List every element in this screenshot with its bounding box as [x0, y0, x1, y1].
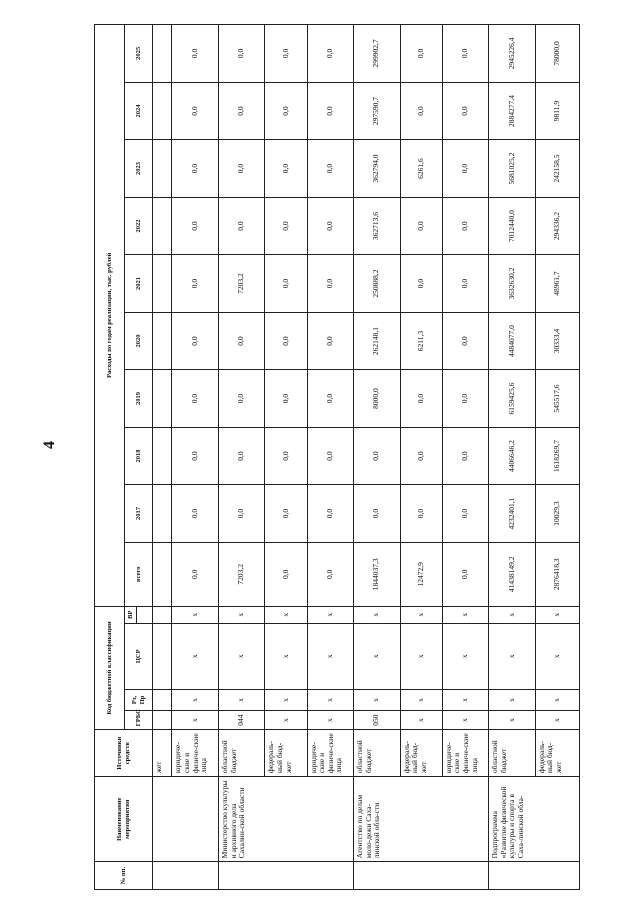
year-value-cell: 0,0 [265, 82, 307, 140]
vr-cell: x [265, 606, 307, 623]
year-value-cell: 0,0 [218, 140, 264, 198]
rzpr-cell: x [354, 689, 400, 710]
measure-name-cell [153, 777, 218, 862]
vr-cell: x [172, 606, 218, 623]
header-rzpr: Рз, Пр [125, 689, 153, 710]
year-value-cell: 4484077,0 [489, 312, 535, 370]
year-value-cell: 0,0 [307, 140, 353, 198]
funding-source-cell: областной бюджет [354, 730, 400, 777]
total-cell: 12472,9 [400, 542, 442, 606]
year-value-cell [153, 82, 172, 140]
year-value-cell: 1618269,7 [535, 427, 579, 485]
year-value-cell: 0,0 [172, 370, 218, 428]
year-value-cell: 0,0 [265, 370, 307, 428]
year-value-cell: 0,0 [442, 25, 488, 83]
header-csr: ЦСР [125, 623, 153, 689]
rotated-table-wrapper [94, 24, 580, 890]
table-row [218, 25, 264, 890]
rzpr-cell: x [172, 689, 218, 710]
header-vr-blank [137, 606, 153, 623]
table-row [400, 25, 442, 890]
year-value-cell: 0,0 [218, 312, 264, 370]
year-value-cell [153, 140, 172, 198]
csr-cell: x [354, 623, 400, 689]
year-value-cell: 0,0 [400, 82, 442, 140]
year-value-cell: 0,0 [307, 427, 353, 485]
total-cell: 41438149,2 [489, 542, 535, 606]
year-value-cell: 0,0 [265, 427, 307, 485]
grbs-cell: x [400, 711, 442, 730]
csr-cell [153, 623, 172, 689]
table-header [95, 25, 153, 890]
header-year: 2021 [125, 255, 153, 313]
rzpr-cell: x [400, 689, 442, 710]
year-value-cell: 3632630,2 [489, 255, 535, 313]
total-cell: 7203,2 [218, 542, 264, 606]
funding-source-cell: федераль-ный бюд-жет [400, 730, 442, 777]
csr-cell: x [265, 623, 307, 689]
funding-source-cell: жет [153, 730, 172, 777]
table-body [153, 25, 580, 890]
year-value-cell: 0,0 [218, 82, 264, 140]
year-value-cell: 0,0 [442, 370, 488, 428]
funding-source-cell: областной бюджет [489, 730, 535, 777]
csr-cell: x [218, 623, 264, 689]
year-value-cell: 7012440,0 [489, 197, 535, 255]
year-value-cell: 0,0 [172, 197, 218, 255]
header-budget-code: Код бюджетной классификации [95, 606, 125, 730]
year-value-cell: 0,0 [442, 197, 488, 255]
header-total: всего [125, 542, 153, 606]
year-value-cell: 2945226,4 [489, 25, 535, 83]
year-value-cell: 0,0 [307, 197, 353, 255]
year-value-cell: 362794,0 [354, 140, 400, 198]
year-value-cell: 6261,6 [400, 140, 442, 198]
row-number-cell [489, 862, 580, 890]
rzpr-cell: x [307, 689, 353, 710]
year-value-cell: 0,0 [265, 140, 307, 198]
year-value-cell: 362713,6 [354, 197, 400, 255]
row-number-cell [153, 862, 218, 890]
header-year: 2019 [125, 370, 153, 428]
table-row [442, 25, 488, 890]
year-value-cell: 0,0 [172, 82, 218, 140]
row-number-cell [354, 862, 489, 890]
year-value-cell: 0,0 [307, 485, 353, 543]
rzpr-cell: x [489, 689, 535, 710]
year-value-cell: 0,0 [400, 197, 442, 255]
year-value-cell: 0,0 [442, 255, 488, 313]
year-value-cell: 4232401,1 [489, 485, 535, 543]
table-row [307, 25, 353, 890]
year-value-cell: 7203,2 [218, 255, 264, 313]
year-value-cell: 0,0 [172, 140, 218, 198]
header-year: 2024 [125, 82, 153, 140]
row-number-cell [218, 862, 353, 890]
year-value-cell [153, 485, 172, 543]
year-value-cell [153, 255, 172, 313]
measure-name-cell: Агентство по делам моло-дежи Саха-линской обла-сти [354, 777, 489, 862]
vr-cell: x [400, 606, 442, 623]
year-value-cell: 78000,0 [535, 25, 579, 83]
total-cell [153, 542, 172, 606]
year-value-cell: 0,0 [172, 427, 218, 485]
grbs-cell: x [172, 711, 218, 730]
budget-table-frame [94, 24, 580, 890]
funding-source-cell: областной бюджет [218, 730, 264, 777]
csr-cell: x [442, 623, 488, 689]
total-cell: 0,0 [307, 542, 353, 606]
year-value-cell: 2884277,4 [489, 82, 535, 140]
rzpr-cell: x [442, 689, 488, 710]
year-value-cell: 30333,4 [535, 312, 579, 370]
csr-cell: x [307, 623, 353, 689]
header-grbs: ГРБС [125, 711, 153, 730]
csr-cell: x [400, 623, 442, 689]
table-row [354, 25, 400, 890]
table-row [153, 25, 172, 890]
vr-cell: x [442, 606, 488, 623]
year-value-cell [153, 312, 172, 370]
year-value-cell: 5681025,2 [489, 140, 535, 198]
year-value-cell: 0,0 [400, 25, 442, 83]
year-value-cell: 0,0 [265, 25, 307, 83]
year-value-cell: 0,0 [442, 312, 488, 370]
measure-name-cell: Подпрограмма «Развитие физической культуры и спорта в Саха-линской обла- [489, 777, 580, 862]
header-source: Источники средств [95, 730, 153, 777]
table-row [172, 25, 218, 890]
year-value-cell: 297590,7 [354, 82, 400, 140]
year-value-cell: 250888,2 [354, 255, 400, 313]
year-value-cell [153, 25, 172, 83]
header-vr: ВР [125, 606, 137, 623]
csr-cell: x [535, 623, 579, 689]
year-value-cell: 0,0 [265, 485, 307, 543]
grbs-cell: x [489, 711, 535, 730]
year-value-cell: 48961,7 [535, 255, 579, 313]
rzpr-cell [153, 689, 172, 710]
year-value-cell: 0,0 [172, 485, 218, 543]
funding-source-cell: юридиче-ские и физиче-ские лица [442, 730, 488, 777]
year-value-cell: 0,0 [442, 485, 488, 543]
measure-name-cell: Министерство культуры и архивного дела Сахалин-ской области [218, 777, 353, 862]
year-value-cell: 0,0 [265, 312, 307, 370]
rzpr-cell: x [265, 689, 307, 710]
funding-source-cell: федераль-ный бюд-жет [265, 730, 307, 777]
vr-cell [153, 606, 172, 623]
vr-cell: x [535, 606, 579, 623]
year-value-cell: 242158,5 [535, 140, 579, 198]
total-cell: 2876418,3 [535, 542, 579, 606]
year-value-cell: 0,0 [218, 370, 264, 428]
header-year: 2025 [125, 25, 153, 83]
total-cell: 0,0 [172, 542, 218, 606]
year-value-cell: 0,0 [307, 25, 353, 83]
year-value-cell: 299902,7 [354, 25, 400, 83]
year-value-cell: 0,0 [218, 427, 264, 485]
year-value-cell: 0,0 [307, 255, 353, 313]
header-number: № пп. [95, 862, 153, 890]
total-cell: 1844037,3 [354, 542, 400, 606]
year-value-cell: 0,0 [218, 197, 264, 255]
header-year: 2023 [125, 140, 153, 198]
year-value-cell: 9811,9 [535, 82, 579, 140]
year-value-cell: 0,0 [354, 485, 400, 543]
grbs-cell: 044 [218, 711, 264, 730]
year-value-cell: 0,0 [307, 370, 353, 428]
year-value-cell: 0,0 [307, 82, 353, 140]
year-value-cell: 8000,0 [354, 370, 400, 428]
year-value-cell: 0,0 [218, 485, 264, 543]
year-value-cell: 0,0 [172, 312, 218, 370]
table-row [489, 25, 535, 890]
year-value-cell: 6211,3 [400, 312, 442, 370]
grbs-cell: x [307, 711, 353, 730]
year-value-cell: 0,0 [442, 82, 488, 140]
year-value-cell: 0,0 [265, 255, 307, 313]
header-year: 2017 [125, 485, 153, 543]
header-year: 2022 [125, 197, 153, 255]
year-value-cell: 0,0 [400, 427, 442, 485]
year-value-cell: 0,0 [218, 25, 264, 83]
vr-cell: x [354, 606, 400, 623]
grbs-cell: x [265, 711, 307, 730]
year-value-cell: 0,0 [400, 370, 442, 428]
vr-cell: x [307, 606, 353, 623]
table-row [265, 25, 307, 890]
header-year: 2018 [125, 427, 153, 485]
header-year: 2020 [125, 312, 153, 370]
year-value-cell [153, 427, 172, 485]
year-value-cell: 294336,2 [535, 197, 579, 255]
rzpr-cell: x [535, 689, 579, 710]
funding-source-cell: федераль-ный бюд-жет [535, 730, 579, 777]
year-value-cell: 0,0 [400, 255, 442, 313]
grbs-cell [153, 711, 172, 730]
year-value-cell: 6159425,6 [489, 370, 535, 428]
grbs-cell: x [442, 711, 488, 730]
year-value-cell [153, 197, 172, 255]
vr-cell: x [218, 606, 264, 623]
year-value-cell: 0,0 [172, 255, 218, 313]
header-expenses: Расходы по годам реализации, тыс. рублей [95, 25, 125, 607]
header-name: Наименование мероприятия [95, 777, 153, 862]
year-value-cell: 4406646,2 [489, 427, 535, 485]
funding-source-cell: юридиче-ские и физиче-ские лица [307, 730, 353, 777]
grbs-cell: x [535, 711, 579, 730]
year-value-cell [153, 370, 172, 428]
page-number: 4 [41, 441, 58, 449]
year-value-cell: 0,0 [265, 197, 307, 255]
total-cell: 0,0 [442, 542, 488, 606]
year-value-cell: 0,0 [354, 427, 400, 485]
year-value-cell: 545517,6 [535, 370, 579, 428]
funding-source-cell: юридиче-ские и физиче-ские лица [172, 730, 218, 777]
year-value-cell: 0,0 [400, 485, 442, 543]
year-value-cell: 262148,1 [354, 312, 400, 370]
year-value-cell: 0,0 [172, 25, 218, 83]
year-value-cell: 10029,3 [535, 485, 579, 543]
budget-table [94, 24, 580, 890]
csr-cell: x [172, 623, 218, 689]
year-value-cell: 0,0 [307, 312, 353, 370]
rzpr-cell: x [218, 689, 264, 710]
year-value-cell: 0,0 [442, 140, 488, 198]
year-value-cell: 0,0 [442, 427, 488, 485]
grbs-cell: 050 [354, 711, 400, 730]
table-row [535, 25, 579, 890]
csr-cell: x [489, 623, 535, 689]
vr-cell: x [489, 606, 535, 623]
total-cell: 0,0 [265, 542, 307, 606]
